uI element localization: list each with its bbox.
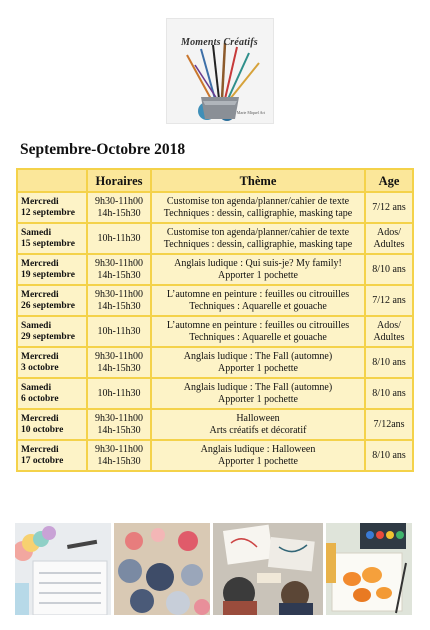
cell-line: Samedi bbox=[21, 227, 52, 238]
cell-line: Apporter 1 pochette bbox=[218, 362, 298, 374]
cell-line: Anglais ludique : Halloween bbox=[200, 443, 316, 455]
watercolor-pumpkins-photo bbox=[326, 523, 412, 615]
cell-line: Ados/ bbox=[377, 226, 401, 238]
horaires-cell bbox=[87, 316, 151, 347]
horaires-cell bbox=[87, 285, 151, 316]
theme-cell bbox=[151, 285, 365, 316]
cell-line: Mercredi bbox=[21, 351, 59, 362]
theme-cell bbox=[151, 440, 365, 471]
age-cell bbox=[365, 192, 413, 223]
schedule-table bbox=[16, 168, 414, 472]
cell-line: 14h-15h30 bbox=[97, 455, 141, 467]
theme-cell bbox=[151, 378, 365, 409]
horaires-cell bbox=[87, 192, 151, 223]
kids-drawing-workshop-photo bbox=[213, 523, 323, 615]
cell-line: 10h-11h30 bbox=[97, 387, 141, 399]
theme-cell bbox=[151, 192, 365, 223]
table-row bbox=[17, 378, 413, 409]
table-row bbox=[17, 409, 413, 440]
cell-line: 29 septembre bbox=[21, 331, 75, 342]
cell-line: 10 octobre bbox=[21, 424, 64, 435]
cell-line: 14h-15h30 bbox=[97, 362, 141, 374]
age-cell bbox=[365, 285, 413, 316]
table-row bbox=[17, 440, 413, 471]
cell-line: 10h-11h30 bbox=[97, 325, 141, 337]
cell-line: 9h30-11h00 bbox=[95, 288, 143, 300]
header-theme: Thème bbox=[151, 169, 365, 192]
cell-line: 26 septembre bbox=[21, 300, 75, 311]
age-cell bbox=[365, 223, 413, 254]
cell-line: 8/10 ans bbox=[372, 356, 406, 368]
cell-line: Mercredi bbox=[21, 289, 59, 300]
cell-line: L’automne en peinture : feuilles ou citrouilles bbox=[166, 319, 350, 331]
age-cell bbox=[365, 409, 413, 440]
table-row bbox=[17, 223, 413, 254]
cell-line: Ados/ bbox=[377, 319, 401, 331]
cell-line: Halloween bbox=[236, 412, 280, 424]
horaires-cell bbox=[87, 409, 151, 440]
cell-line: 9h30-11h00 bbox=[95, 412, 143, 424]
age-cell bbox=[365, 316, 413, 347]
cell-line: 14h-15h30 bbox=[97, 207, 141, 219]
cell-line: 3 octobre bbox=[21, 362, 59, 373]
day-cell bbox=[17, 347, 87, 378]
day-cell bbox=[17, 409, 87, 440]
logo-author: Marie Miquel Art bbox=[236, 110, 265, 115]
cell-line: Mercredi bbox=[21, 444, 59, 455]
felt-craft-photo bbox=[114, 523, 210, 615]
table-row bbox=[17, 316, 413, 347]
cell-line: 8/10 ans bbox=[372, 387, 406, 399]
age-cell bbox=[365, 378, 413, 409]
cell-line: Samedi bbox=[21, 320, 52, 331]
cell-line: Adultes bbox=[373, 331, 405, 343]
cell-line: Apporter 1 pochette bbox=[218, 269, 298, 281]
cell-line: 9h30-11h00 bbox=[95, 257, 143, 269]
cell-line: 6 octobre bbox=[21, 393, 59, 404]
cell-line: 14h-15h30 bbox=[97, 424, 141, 436]
cell-line: 19 septembre bbox=[21, 269, 75, 280]
cell-line: Customise ton agenda/planner/cahier de texte bbox=[166, 195, 350, 207]
cell-line: L’automne en peinture : feuilles ou citrouilles bbox=[166, 288, 350, 300]
table-row bbox=[17, 347, 413, 378]
age-cell bbox=[365, 254, 413, 285]
cell-line: 7/12 ans bbox=[372, 201, 406, 213]
header-age: Age bbox=[365, 169, 413, 192]
cell-line: Apporter 1 pochette bbox=[218, 455, 298, 467]
cell-line: Techniques : Aquarelle et gouache bbox=[189, 300, 327, 312]
cell-line: 9h30-11h00 bbox=[95, 195, 143, 207]
horaires-cell bbox=[87, 347, 151, 378]
cell-line: 7/12 ans bbox=[372, 294, 406, 306]
planner-washi-tape-photo bbox=[15, 523, 111, 615]
cell-line: Apporter 1 pochette bbox=[218, 393, 298, 405]
cell-line: Anglais ludique : Qui suis-je? My family! bbox=[174, 257, 342, 269]
cell-line: 8/10 ans bbox=[372, 263, 406, 275]
cell-line: 15 septembre bbox=[21, 238, 75, 249]
cell-line: Techniques : dessin, calligraphie, masking tape bbox=[163, 207, 353, 219]
theme-cell bbox=[151, 254, 365, 285]
horaires-cell bbox=[87, 254, 151, 285]
theme-cell bbox=[151, 223, 365, 254]
cell-line: Arts créatifs et décoratif bbox=[209, 424, 307, 436]
page-title: Septembre-Octobre 2018 bbox=[20, 141, 186, 158]
moments-creatifs-logo bbox=[166, 18, 274, 124]
cell-line: 7/12ans bbox=[373, 418, 405, 430]
paintbrush-cup-illustration bbox=[167, 19, 273, 123]
theme-cell bbox=[151, 409, 365, 440]
day-cell bbox=[17, 192, 87, 223]
age-cell bbox=[365, 440, 413, 471]
table-row bbox=[17, 254, 413, 285]
cell-line: 14h-15h30 bbox=[97, 300, 141, 312]
photo-strip bbox=[15, 523, 412, 615]
cell-line: Adultes bbox=[373, 238, 405, 250]
cell-line: 10h-11h30 bbox=[97, 232, 141, 244]
horaires-cell bbox=[87, 378, 151, 409]
logo-title: Moments Créatifs bbox=[181, 37, 258, 48]
table-header-row bbox=[17, 169, 413, 192]
header-horaires: Horaires bbox=[87, 169, 151, 192]
cell-line: Mercredi bbox=[21, 258, 59, 269]
table-row bbox=[17, 285, 413, 316]
cell-line: 14h-15h30 bbox=[97, 269, 141, 281]
table-row bbox=[17, 192, 413, 223]
cell-line: Anglais ludique : The Fall (automne) bbox=[183, 381, 333, 393]
day-cell bbox=[17, 440, 87, 471]
cell-line: 12 septembre bbox=[21, 207, 75, 218]
cell-line: Mercredi bbox=[21, 196, 59, 207]
cell-line: Customise ton agenda/planner/cahier de texte bbox=[166, 226, 350, 238]
theme-cell bbox=[151, 347, 365, 378]
age-cell bbox=[365, 347, 413, 378]
horaires-cell bbox=[87, 223, 151, 254]
cell-line: Samedi bbox=[21, 382, 52, 393]
header-day bbox=[17, 169, 87, 192]
day-cell bbox=[17, 285, 87, 316]
day-cell bbox=[17, 378, 87, 409]
cell-line: 9h30-11h00 bbox=[95, 443, 143, 455]
theme-cell bbox=[151, 316, 365, 347]
cell-line: 17 octobre bbox=[21, 455, 64, 466]
day-cell bbox=[17, 223, 87, 254]
cell-line: 9h30-11h00 bbox=[95, 350, 143, 362]
cell-line: 8/10 ans bbox=[372, 449, 406, 461]
day-cell bbox=[17, 316, 87, 347]
cell-line: Techniques : Aquarelle et gouache bbox=[189, 331, 327, 343]
cell-line: Mercredi bbox=[21, 413, 59, 424]
day-cell bbox=[17, 254, 87, 285]
cell-line: Anglais ludique : The Fall (automne) bbox=[183, 350, 333, 362]
cell-line: Techniques : dessin, calligraphie, masking tape bbox=[163, 238, 353, 250]
horaires-cell bbox=[87, 440, 151, 471]
